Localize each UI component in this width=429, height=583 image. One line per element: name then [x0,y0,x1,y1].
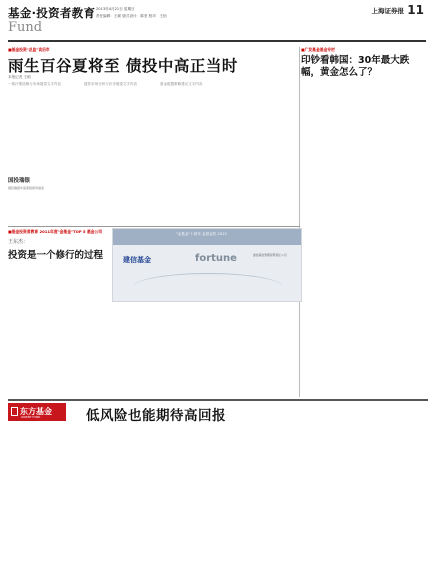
sponsor-ad-banner: "金基金"十周年 金基金奖 2013 [176,232,227,236]
right-story-body [301,84,423,394]
masthead [8,3,426,45]
top-story-tag: ■基金投资"总监"谈后市 [8,47,50,52]
mid-story-column-4 [236,306,298,396]
column-divider [299,47,300,397]
sponsor-logo-jianxin: 建信基金 [123,256,151,264]
editor-credits: 责任编辑：王硕 版式设计：陈坚 校对：王怡 [96,14,167,18]
orient-logo-icon [11,407,18,416]
mid-story-author: 王东杰： [8,239,29,245]
section-title: 基金·投资者教育 [8,6,96,20]
bottom-story-logo [8,403,66,421]
fund-ad-logo: 国投瑞银 [8,178,31,184]
section-rule [8,226,300,227]
top-story-headline: 雨生百谷夏将至 债投中高正当时 [8,57,238,75]
top-story-column-3 [160,82,230,222]
column-text: 债券市场分析与后市展望文字内容 [84,82,138,86]
issue-date: 2013年4月21日 星期日 [96,7,135,11]
bottom-column-3 [172,426,250,578]
fund-ad-subtitle: 国投瑞银中高等级债券基金 [8,186,45,190]
sponsor-ad-text: 建信基金管理有限责任公司 [253,253,287,257]
mid-story-column-3 [160,306,230,396]
top-story-column-2 [84,82,156,174]
mid-story-column-1 [8,262,80,396]
column-text: 一周行情回顾与市场展望文字内容 [8,82,62,86]
right-story-headline: 印钞看韩国：30年最大跌幅，黄金怎么了？ [301,55,410,78]
top-story-column-1 [8,82,80,174]
bottom-column-4 [254,426,336,578]
bottom-column-5 [340,426,424,578]
bottom-section-rule [8,399,428,401]
paper-name: 上海证券报 [371,7,404,15]
mid-story-headline: 投资是一个修行的过程 [8,250,104,261]
bottom-column-1 [8,426,86,578]
fund-ad [8,176,104,202]
top-story-column-5 [8,206,156,224]
bottom-logo-en: ORIENT FUND [21,415,41,419]
masthead-rule [8,40,426,42]
bottom-column-2 [90,426,168,578]
section-subtitle: Fund [8,20,43,35]
top-story-reporter: 本报记者 王硕 [8,75,31,79]
bottom-story-headline: 低风险也能期待高回报 [86,408,226,424]
right-story-tag: ■广发基金基金专栏 [301,47,335,52]
top-story-column-4 [236,82,298,222]
column-text: 基金配置策略建议文字内容 [160,82,203,86]
mid-story-tag: ■基金投资者教育 2011年度"金基金"TOP 5 基金公司 [8,229,103,234]
mid-story-column-2 [84,262,156,396]
page-number: 11 [407,3,424,17]
sponsor-logo-fortune: fortune [195,253,237,264]
bottom-logo-name: 东方基金 [20,407,52,416]
